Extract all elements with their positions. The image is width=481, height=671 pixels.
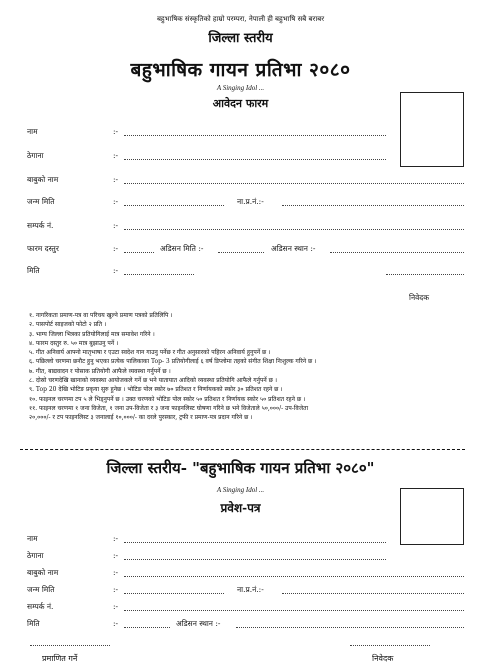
admit-card-form-title: प्रवेश-पत्र (220, 501, 261, 515)
level-heading: जिल्ला स्तरीय (208, 31, 273, 46)
admit-address-label: ठेगाना (27, 551, 44, 560)
fee-field[interactable] (124, 252, 154, 253)
name-label: नाम (27, 127, 38, 136)
admit-audition-place-field[interactable] (236, 627, 464, 628)
page-title: बहुभाषिक गायन प्रतिभा २०८० (130, 59, 351, 81)
contact-label: सम्पर्क नं. (27, 221, 54, 230)
admit-citizenship-field[interactable] (282, 593, 464, 594)
admit-address-field[interactable] (124, 559, 386, 560)
colon-dash: :- (113, 551, 119, 560)
applicant-signature-line[interactable] (350, 645, 430, 646)
father-name-label: बाबुको नाम (27, 175, 59, 184)
subtitle: A Singing Idol ... (216, 84, 265, 92)
rule-item: ५. गीत अनिवार्य आफ्नो मातृभाषा र एउटा स्वदेश गान गाउनु पर्नेछ र गीत अनुसारको पहिरन अनिवार्य हुनुपर्ने छ । (29, 349, 271, 357)
rule-item: ३. भाग्य जिल्ला भित्रका प्रतियोगिलाई मात्र समावेश गरिने । (29, 330, 155, 338)
admit-contact-label: सम्पर्क नं. (27, 602, 54, 611)
colon-dash: :- (113, 221, 119, 230)
father-name-field[interactable] (124, 183, 464, 184)
admit-audition-place-label: अडिसन स्थान :- (176, 619, 221, 628)
photo-box[interactable] (400, 92, 464, 167)
rule-item: ४. फारम दस्तुर रु. ५० मात्र बुझाउनु पर्ने । (29, 339, 119, 347)
rule-item: ६. पछिल्लो चरणमा छनौट हुनु भएका प्रत्येक पालिकाका Top- 3 प्रतियोगीलाई ६ वर्ष डिप्लोमा तहको संगीत शिक्षा निःशुल्क गरिने छ । (29, 358, 317, 366)
cut-line (20, 449, 465, 450)
applicant-label: निवेदक (409, 293, 430, 302)
audition-place-field[interactable] (330, 252, 464, 253)
admit-dob-label: जन्म मिति (27, 585, 55, 594)
rule-item: ७. गीत, बाद्यवादन र पोसाक प्रतियोगी आफैले व्यवस्था गर्नुपर्ने छ । (29, 367, 171, 375)
contact-field[interactable] (124, 229, 464, 230)
date-label: मिति (27, 266, 40, 275)
date-field[interactable] (124, 274, 194, 275)
dob-field[interactable] (124, 205, 224, 206)
rule-item: ११. फाइनल चरणमा १ जना विजेता, १ जना उप-विजेता र ३ जना फाइनलिस्ट घोषणा गरिने छ भने विजेताले ५०,०००/- उप-विजेता (29, 404, 309, 412)
fee-label: फारम दस्तुर (27, 244, 59, 253)
colon-dash: :- (113, 127, 119, 136)
admit-name-field[interactable] (124, 542, 386, 543)
admit-date-field[interactable] (124, 627, 170, 628)
citizenship-field[interactable] (282, 205, 464, 206)
signature-line[interactable] (386, 274, 464, 275)
form-title: आवेदन फारम (212, 97, 269, 110)
colon-dash: :- (113, 175, 119, 184)
audition-date-label: अडिसन मिति :- (160, 244, 204, 253)
rule-item: २०,०००/- र टप फाइनलिस्ट ३ जनालाई १०,०००/- का दरले पुरस्कार, ट्रफी र प्रमाण-पत्र प्रदान गरिने छ । (29, 414, 253, 422)
tagline: बहुभाषिक संस्कृतिको हाम्रो परम्परा, नेपाली ही बहुभाषि सबै बराबर (156, 15, 325, 23)
colon-dash: :- (113, 197, 119, 206)
rules-list (29, 311, 469, 423)
colon-dash: :- (113, 534, 119, 543)
rule-item: १०. फाइनल चरणमा टप ५ ले भिड्नुपर्ने छ । उक्त चरणको भोटिङ पोल स्कोर ५० प्रतिशत र निर्णायक स्कोर ५० प्रतिशत रहने छ । (29, 395, 306, 403)
audition-date-field[interactable] (218, 252, 264, 253)
colon-dash: :- (113, 151, 119, 160)
rule-item: १. नागरिकता प्रमाण-पत्र वा परिचय खुल्ने प्रमाण पत्रको प्रतिलिपि । (29, 312, 173, 319)
admit-father-label: बाबुको नाम (27, 568, 59, 577)
admit-dob-field[interactable] (124, 593, 224, 594)
rule-item: ९. Top 20 देखि भोटिङ प्रकृया सुरु हुनेछ । भोटिङ पोल स्कोर ७० प्रतिशत र निर्णायकको स्कोर ३० प्रतिशत रहने छ । (29, 386, 283, 394)
colon-dash: :- (113, 266, 119, 275)
colon-dash: :- (113, 244, 119, 253)
address-field[interactable] (124, 159, 386, 160)
rule-item: ८. दोस्रो चरणदेखि खानाको व्यवस्था आयोजकले गर्ने छ भने यातायात आदिको व्यवस्था प्रतियोगि आफैले गर्नुपर्ने छ । (29, 377, 278, 385)
certifier-signature-line[interactable] (30, 645, 110, 646)
dob-label: जन्म मिति (27, 197, 55, 206)
audition-place-label: अडिसन स्थान :- (271, 244, 316, 253)
colon-dash: :- (113, 585, 119, 594)
admit-photo-box[interactable] (400, 488, 464, 545)
admit-date-label: मिति (27, 619, 40, 628)
rule-item: २. पासपोर्ट साइजको फोटो २ प्रति । (29, 321, 107, 329)
colon-dash: :- (113, 602, 119, 611)
colon-dash: :- (113, 619, 119, 628)
address-label: ठेगाना (27, 151, 44, 160)
admit-contact-field[interactable] (124, 610, 464, 611)
admit-citizenship-label: ना.प्र.नं.:- (237, 585, 264, 594)
colon-dash: :- (113, 568, 119, 577)
admit-card-title: जिल्ला स्तरीय- "बहुभाषिक गायन प्रतिभा २०८०" (106, 459, 375, 477)
admit-applicant-label: निवेदक (372, 654, 394, 663)
admit-father-field[interactable] (124, 576, 464, 577)
citizenship-label: ना.प्र.नं.:- (237, 197, 264, 206)
name-field[interactable] (124, 135, 386, 136)
admit-card-subtitle: A Singing Idol ... (216, 486, 265, 494)
certifier-label: प्रमाणित गर्ने (42, 654, 78, 663)
admit-name-label: नाम (27, 534, 38, 543)
